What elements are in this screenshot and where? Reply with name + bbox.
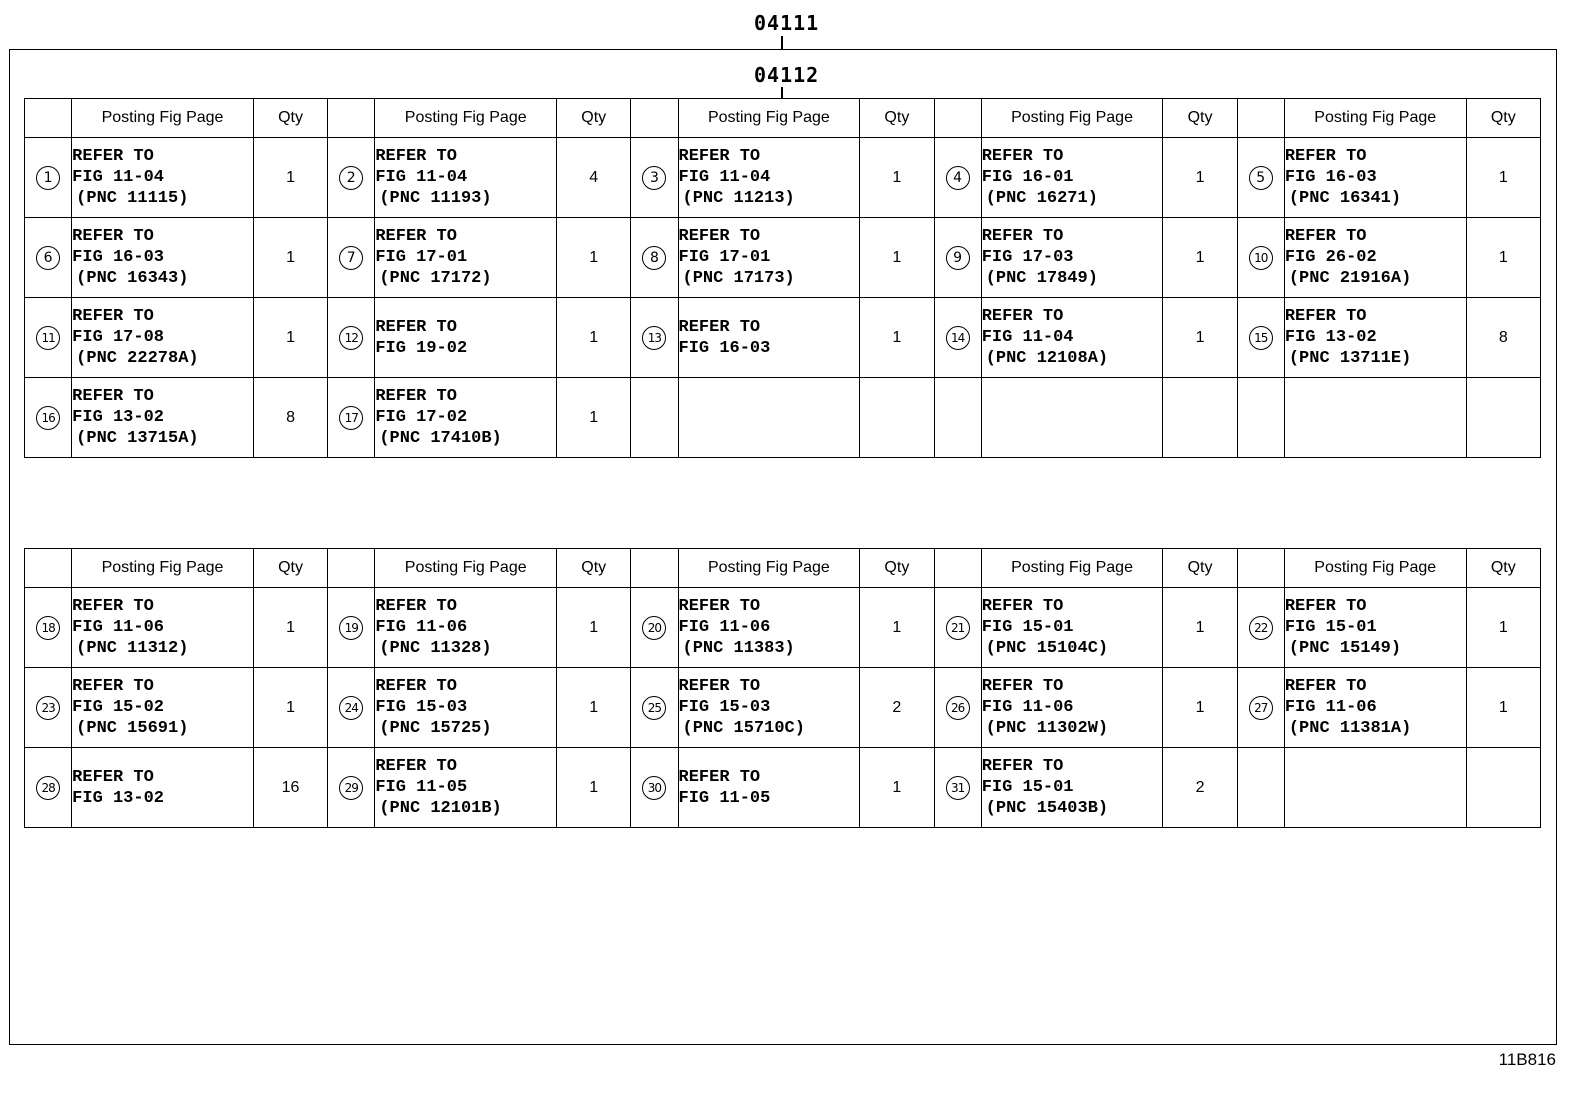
posting-fig-page-cell xyxy=(1284,298,1466,378)
refer-to-text: REFER TO xyxy=(678,767,761,787)
leader-line-04111 xyxy=(781,36,783,49)
fig-reference: FIG 11-04 xyxy=(981,328,1074,347)
ref-number-circle: 14 xyxy=(946,326,970,350)
ref-number-cell xyxy=(25,588,72,668)
fig-reference: FIG 11-06 xyxy=(1284,698,1377,717)
posting-fig-page-cell xyxy=(981,138,1163,218)
ref-number-circle: 7 xyxy=(339,246,363,270)
qty-cell: 1 xyxy=(860,748,934,828)
pnc-reference: (PNC 17849) xyxy=(985,269,1098,288)
posting-fig-page-cell xyxy=(678,588,860,668)
fig-reference: FIG 16-03 xyxy=(72,248,164,267)
table-row xyxy=(25,668,1541,748)
posting-fig-page-cell xyxy=(678,138,860,218)
refer-to-text: REFER TO xyxy=(72,387,154,406)
header-posting-fig-page: Posting Fig Page xyxy=(981,99,1163,138)
posting-fig-page-cell xyxy=(981,748,1163,828)
pnc-reference: (PNC 16271) xyxy=(985,189,1098,208)
qty-cell: 1 xyxy=(1466,218,1540,298)
ref-number-cell xyxy=(631,668,678,748)
ref-number-circle: 30 xyxy=(642,776,666,800)
ref-number-cell xyxy=(934,218,981,298)
posting-fig-page-cell xyxy=(375,138,557,218)
qty-cell: 4 xyxy=(557,138,631,218)
pnc-reference: (PNC 13711E) xyxy=(1288,349,1412,368)
ref-number-circle: 18 xyxy=(36,616,60,640)
pnc-reference: (PNC 15710C) xyxy=(682,719,805,738)
posting-fig-page-cell xyxy=(678,218,860,298)
pnc-reference: (PNC 11312) xyxy=(76,639,189,658)
fig-reference: FIG 16-01 xyxy=(981,168,1074,187)
header-qty: Qty xyxy=(1163,549,1237,588)
qty-cell: 1 xyxy=(860,298,934,378)
qty-cell: 2 xyxy=(1163,748,1237,828)
ref-number-circle: 24 xyxy=(339,696,363,720)
ref-number-cell xyxy=(631,748,678,828)
fig-reference: FIG 16-03 xyxy=(1284,168,1377,187)
ref-number-circle: 25 xyxy=(642,696,666,720)
header-index xyxy=(328,99,375,138)
posting-fig-page-cell xyxy=(375,588,557,668)
qty-cell: 1 xyxy=(860,588,934,668)
ref-number-circle: 16 xyxy=(36,406,60,430)
header-index xyxy=(25,99,72,138)
ref-number-circle: 21 xyxy=(946,616,970,640)
header-index xyxy=(25,549,72,588)
refer-to-text: REFER TO xyxy=(1284,677,1367,696)
refer-to-text: REFER TO xyxy=(72,227,154,246)
refer-to-text: REFER TO xyxy=(72,597,154,616)
ref-number-cell xyxy=(1237,588,1284,668)
fig-reference: FIG 11-06 xyxy=(375,618,468,637)
header-row xyxy=(25,549,1541,588)
header-index xyxy=(934,99,981,138)
posting-fig-page-cell xyxy=(72,588,254,668)
qty-cell xyxy=(860,378,934,458)
fig-reference: FIG 11-06 xyxy=(72,618,164,637)
refer-to-text: REFER TO xyxy=(1284,307,1367,326)
fig-reference: FIG 26-02 xyxy=(1284,248,1377,267)
ref-number-cell xyxy=(25,218,72,298)
parts-table-2 xyxy=(24,548,1541,828)
ref-number-cell xyxy=(25,378,72,458)
ref-number-cell xyxy=(934,378,981,458)
header-index xyxy=(1237,549,1284,588)
qty-cell: 1 xyxy=(253,668,327,748)
ref-number-cell xyxy=(1237,138,1284,218)
fig-reference: FIG 17-08 xyxy=(72,328,164,347)
refer-to-text: REFER TO xyxy=(981,227,1064,246)
header-index xyxy=(631,99,678,138)
table-row xyxy=(25,138,1541,218)
header-posting-fig-page: Posting Fig Page xyxy=(375,99,557,138)
posting-fig-page-cell xyxy=(72,298,254,378)
fig-reference: FIG 17-01 xyxy=(678,248,771,267)
posting-fig-page-cell xyxy=(1284,748,1466,828)
ref-number-circle: 8 xyxy=(642,246,666,270)
fig-reference: FIG 11-05 xyxy=(678,788,771,808)
refer-to-text: REFER TO xyxy=(981,147,1064,166)
pnc-reference: (PNC 12101B) xyxy=(379,799,502,818)
pnc-reference: (PNC 15104C) xyxy=(985,639,1109,658)
qty-cell: 1 xyxy=(1466,138,1540,218)
ref-number-cell xyxy=(328,298,375,378)
pnc-reference: (PNC 13715A) xyxy=(76,429,199,448)
ref-number-cell xyxy=(25,138,72,218)
ref-number-circle: 9 xyxy=(946,246,970,270)
ref-number-circle: 15 xyxy=(1249,326,1273,350)
qty-cell: 1 xyxy=(253,218,327,298)
fig-reference: FIG 11-04 xyxy=(678,168,771,187)
fig-reference: FIG 11-04 xyxy=(375,168,468,187)
ref-number-circle: 31 xyxy=(946,776,970,800)
drawing-code: 11B816 xyxy=(1498,1050,1556,1069)
ref-number-circle: 2 xyxy=(339,166,363,190)
fig-reference: FIG 17-02 xyxy=(375,408,468,427)
header-qty: Qty xyxy=(557,549,631,588)
pnc-reference: (PNC 16341) xyxy=(1288,189,1402,208)
header-row xyxy=(25,99,1541,138)
table-row xyxy=(25,588,1541,668)
ref-number-circle: 19 xyxy=(339,616,363,640)
refer-to-text: REFER TO xyxy=(1284,227,1367,246)
posting-fig-page-cell xyxy=(72,138,254,218)
qty-cell: 2 xyxy=(860,668,934,748)
header-posting-fig-page: Posting Fig Page xyxy=(1284,99,1466,138)
qty-cell: 1 xyxy=(253,138,327,218)
ref-number-circle: 26 xyxy=(946,696,970,720)
header-posting-fig-page: Posting Fig Page xyxy=(1284,549,1466,588)
pnc-reference: (PNC 15403B) xyxy=(985,799,1109,818)
refer-to-text: REFER TO xyxy=(375,147,457,166)
qty-cell xyxy=(1163,378,1237,458)
assembly-label-04112: 04112 xyxy=(754,63,820,87)
qty-cell: 1 xyxy=(1466,588,1540,668)
ref-number-cell xyxy=(934,588,981,668)
ref-number-cell xyxy=(328,138,375,218)
qty-cell: 1 xyxy=(860,138,934,218)
qty-cell: 1 xyxy=(1163,668,1237,748)
ref-number-cell xyxy=(25,668,72,748)
pnc-reference: (PNC 11213) xyxy=(682,189,795,208)
refer-to-text: REFER TO xyxy=(1284,147,1367,166)
refer-to-text: REFER TO xyxy=(678,147,761,166)
posting-fig-page-cell xyxy=(375,748,557,828)
ref-number-circle: 23 xyxy=(36,696,60,720)
fig-reference: FIG 15-01 xyxy=(981,778,1074,797)
ref-number-cell xyxy=(631,588,678,668)
fig-reference: FIG 15-02 xyxy=(72,698,164,717)
ref-number-cell xyxy=(328,748,375,828)
table-row xyxy=(25,218,1541,298)
pnc-reference: (PNC 11302W) xyxy=(985,719,1109,738)
fig-reference: FIG 13-02 xyxy=(72,788,164,808)
pnc-reference: (PNC 17172) xyxy=(379,269,492,288)
refer-to-text: REFER TO xyxy=(375,317,457,337)
refer-to-text: REFER TO xyxy=(72,147,154,166)
refer-to-text: REFER TO xyxy=(1284,597,1367,616)
pnc-reference: (PNC 11383) xyxy=(682,639,795,658)
refer-to-text: REFER TO xyxy=(678,227,761,246)
fig-reference: FIG 15-03 xyxy=(678,698,771,717)
posting-fig-page-cell xyxy=(981,668,1163,748)
header-posting-fig-page: Posting Fig Page xyxy=(72,99,254,138)
refer-to-text: REFER TO xyxy=(981,307,1064,326)
fig-reference: FIG 16-03 xyxy=(678,338,771,358)
ref-number-circle: 28 xyxy=(36,776,60,800)
refer-to-text: REFER TO xyxy=(375,677,457,696)
ref-number-cell xyxy=(328,588,375,668)
pnc-reference: (PNC 11115) xyxy=(76,189,189,208)
refer-to-text: REFER TO xyxy=(375,757,457,776)
posting-fig-page-cell xyxy=(981,298,1163,378)
posting-fig-page-cell xyxy=(375,668,557,748)
ref-number-cell xyxy=(328,218,375,298)
pnc-reference: (PNC 17173) xyxy=(682,269,795,288)
ref-number-cell xyxy=(25,298,72,378)
fig-reference: FIG 11-06 xyxy=(678,618,771,637)
qty-cell: 8 xyxy=(1466,298,1540,378)
assembly-label-04111: 04111 xyxy=(754,11,820,35)
pnc-reference: (PNC 22278A) xyxy=(76,349,199,368)
ref-number-circle: 29 xyxy=(339,776,363,800)
qty-cell: 1 xyxy=(557,748,631,828)
ref-number-cell xyxy=(631,138,678,218)
fig-reference: FIG 13-02 xyxy=(72,408,164,427)
fig-reference: FIG 17-01 xyxy=(375,248,468,267)
ref-number-circle: 12 xyxy=(339,326,363,350)
posting-fig-page-cell xyxy=(981,378,1163,458)
posting-fig-page-cell xyxy=(72,668,254,748)
fig-reference: FIG 13-02 xyxy=(1284,328,1377,347)
qty-cell xyxy=(1466,378,1540,458)
ref-number-cell xyxy=(934,138,981,218)
qty-cell: 1 xyxy=(557,298,631,378)
header-index xyxy=(934,549,981,588)
pnc-reference: (PNC 12108A) xyxy=(985,349,1109,368)
refer-to-text: REFER TO xyxy=(981,677,1064,696)
ref-number-circle: 13 xyxy=(642,326,666,350)
ref-number-cell xyxy=(934,668,981,748)
fig-reference: FIG 17-03 xyxy=(981,248,1074,267)
header-posting-fig-page: Posting Fig Page xyxy=(678,99,860,138)
table-row xyxy=(25,748,1541,828)
header-qty: Qty xyxy=(1466,99,1540,138)
ref-number-cell xyxy=(934,298,981,378)
fig-reference: FIG 11-06 xyxy=(981,698,1074,717)
ref-number-cell xyxy=(1237,748,1284,828)
header-index xyxy=(1237,99,1284,138)
posting-fig-page-cell xyxy=(1284,138,1466,218)
fig-reference: FIG 11-05 xyxy=(375,778,468,797)
ref-number-cell xyxy=(328,378,375,458)
ref-number-cell xyxy=(1237,378,1284,458)
pnc-reference: (PNC 15691) xyxy=(76,719,189,738)
ref-number-circle: 10 xyxy=(1249,246,1273,270)
ref-number-circle: 4 xyxy=(946,166,970,190)
refer-to-text: REFER TO xyxy=(981,757,1064,776)
posting-fig-page-cell xyxy=(72,748,254,828)
fig-reference: FIG 15-03 xyxy=(375,698,468,717)
posting-fig-page-cell xyxy=(678,668,860,748)
fig-reference: FIG 15-01 xyxy=(1284,618,1377,637)
ref-number-cell xyxy=(631,218,678,298)
ref-number-circle: 22 xyxy=(1249,616,1273,640)
qty-cell: 16 xyxy=(253,748,327,828)
pnc-reference: (PNC 17410B) xyxy=(379,429,502,448)
posting-fig-page-cell xyxy=(981,588,1163,668)
refer-to-text: REFER TO xyxy=(72,767,154,787)
refer-to-text: REFER TO xyxy=(981,597,1064,616)
ref-number-circle: 5 xyxy=(1249,166,1273,190)
ref-number-cell xyxy=(631,298,678,378)
header-posting-fig-page: Posting Fig Page xyxy=(375,549,557,588)
ref-number-cell xyxy=(1237,298,1284,378)
posting-fig-page-cell xyxy=(678,748,860,828)
ref-number-circle: 3 xyxy=(642,166,666,190)
header-posting-fig-page: Posting Fig Page xyxy=(678,549,860,588)
ref-number-cell xyxy=(1237,218,1284,298)
table-row xyxy=(25,378,1541,458)
ref-number-cell xyxy=(25,748,72,828)
posting-fig-page-cell xyxy=(678,378,860,458)
ref-number-cell xyxy=(631,378,678,458)
pnc-reference: (PNC 16343) xyxy=(76,269,189,288)
qty-cell: 1 xyxy=(860,218,934,298)
header-qty: Qty xyxy=(557,99,631,138)
ref-number-circle: 6 xyxy=(36,246,60,270)
refer-to-text: REFER TO xyxy=(678,677,761,696)
ref-number-circle: 11 xyxy=(36,326,60,350)
table-row xyxy=(25,298,1541,378)
qty-cell: 1 xyxy=(557,668,631,748)
fig-reference: FIG 11-04 xyxy=(72,168,164,187)
header-qty: Qty xyxy=(253,99,327,138)
fig-reference: FIG 15-01 xyxy=(981,618,1074,637)
refer-to-text: REFER TO xyxy=(678,317,761,337)
ref-number-circle: 27 xyxy=(1249,696,1273,720)
header-qty: Qty xyxy=(1466,549,1540,588)
ref-number-circle: 17 xyxy=(339,406,363,430)
refer-to-text: REFER TO xyxy=(375,597,457,616)
header-posting-fig-page: Posting Fig Page xyxy=(981,549,1163,588)
refer-to-text: REFER TO xyxy=(72,677,154,696)
qty-cell: 1 xyxy=(253,588,327,668)
ref-number-circle: 1 xyxy=(36,166,60,190)
header-qty: Qty xyxy=(860,99,934,138)
ref-number-cell xyxy=(1237,668,1284,748)
qty-cell: 1 xyxy=(253,298,327,378)
header-posting-fig-page: Posting Fig Page xyxy=(72,549,254,588)
pnc-reference: (PNC 21916A) xyxy=(1288,269,1412,288)
pnc-reference: (PNC 11193) xyxy=(379,189,492,208)
pnc-reference: (PNC 15149) xyxy=(1288,639,1402,658)
qty-cell: 1 xyxy=(1163,588,1237,668)
posting-fig-page-cell xyxy=(678,298,860,378)
posting-fig-page-cell xyxy=(72,378,254,458)
refer-to-text: REFER TO xyxy=(375,387,457,406)
header-index xyxy=(631,549,678,588)
qty-cell: 8 xyxy=(253,378,327,458)
ref-number-cell xyxy=(328,668,375,748)
refer-to-text: REFER TO xyxy=(375,227,457,246)
refer-to-text: REFER TO xyxy=(678,597,761,616)
posting-fig-page-cell xyxy=(1284,668,1466,748)
qty-cell: 1 xyxy=(1163,218,1237,298)
qty-cell xyxy=(1466,748,1540,828)
pnc-reference: (PNC 11381A) xyxy=(1288,719,1412,738)
parts-table-1 xyxy=(24,98,1541,458)
pnc-reference: (PNC 11328) xyxy=(379,639,492,658)
posting-fig-page-cell xyxy=(981,218,1163,298)
fig-reference: FIG 19-02 xyxy=(375,338,468,358)
pnc-reference: (PNC 15725) xyxy=(379,719,492,738)
posting-fig-page-cell xyxy=(375,378,557,458)
header-qty: Qty xyxy=(860,549,934,588)
posting-fig-page-cell xyxy=(72,218,254,298)
qty-cell: 1 xyxy=(1163,138,1237,218)
posting-fig-page-cell xyxy=(1284,588,1466,668)
posting-fig-page-cell xyxy=(375,218,557,298)
qty-cell: 1 xyxy=(557,378,631,458)
qty-cell: 1 xyxy=(1466,668,1540,748)
qty-cell: 1 xyxy=(557,218,631,298)
header-qty: Qty xyxy=(253,549,327,588)
posting-fig-page-cell xyxy=(375,298,557,378)
ref-number-circle: 20 xyxy=(642,616,666,640)
ref-number-cell xyxy=(934,748,981,828)
posting-fig-page-cell xyxy=(1284,218,1466,298)
qty-cell: 1 xyxy=(1163,298,1237,378)
header-index xyxy=(328,549,375,588)
header-qty: Qty xyxy=(1163,99,1237,138)
qty-cell: 1 xyxy=(557,588,631,668)
refer-to-text: REFER TO xyxy=(72,307,154,326)
posting-fig-page-cell xyxy=(1284,378,1466,458)
